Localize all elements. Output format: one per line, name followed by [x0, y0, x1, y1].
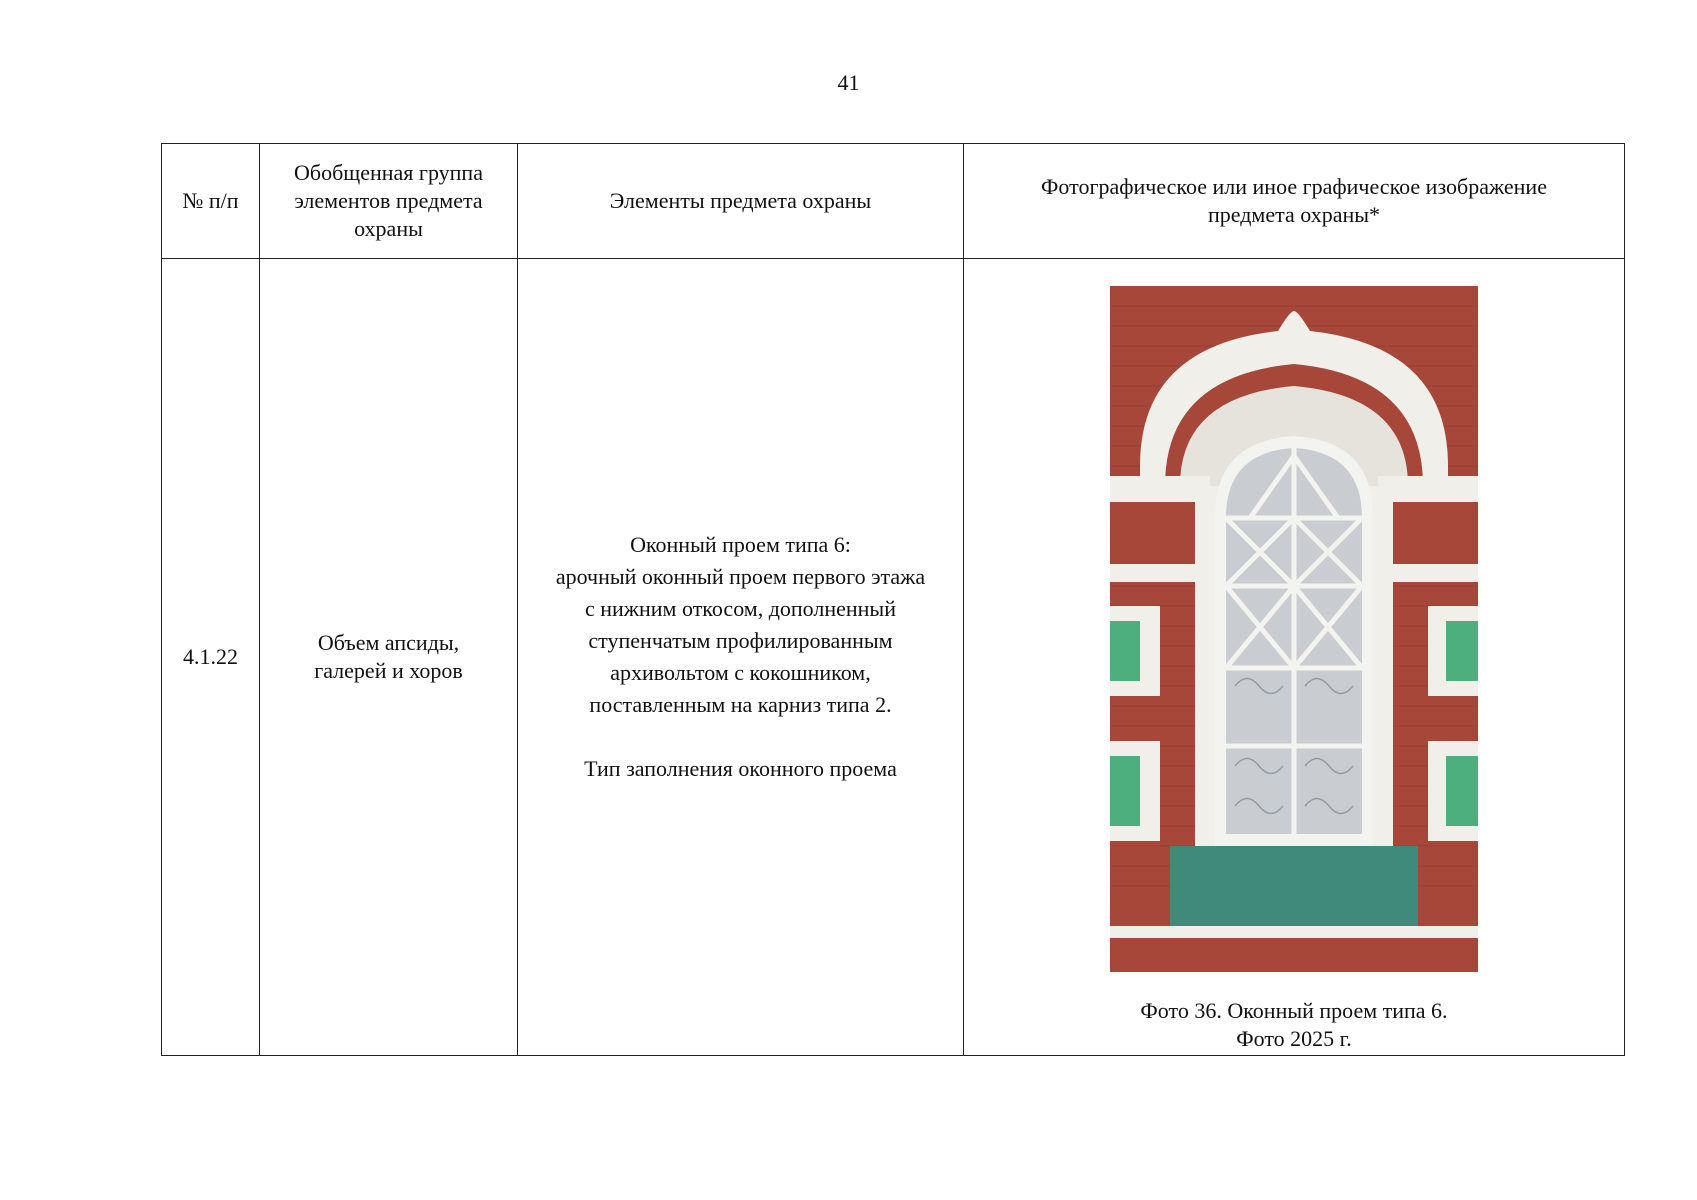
protected-elements-table — [161, 143, 1625, 1056]
elements-description: арочный оконный проем первого этажа с нижним откосом, дополненный ступенчатым профилированным архивольтом с кокошником, поставленным на карниз типа 2. — [555, 564, 926, 717]
photo-caption — [964, 997, 1624, 1053]
table-header-row — [162, 144, 1625, 259]
header-elements: Элементы предмета охраны — [518, 144, 964, 259]
row-number: 4.1.22 — [162, 259, 260, 1056]
elements-fill-type: Тип заполнения оконного проема — [584, 756, 897, 781]
page-number: 41 — [837, 70, 860, 95]
row-group: Объем апсиды, галерей и хоров — [260, 259, 518, 1056]
row-elements — [518, 259, 964, 1056]
table-row — [162, 259, 1625, 1056]
window-photo — [1110, 286, 1478, 972]
header-group: Обобщенная группа элементов предмета охраны — [260, 144, 518, 259]
photo-caption-line1: Фото 36. Оконный проем типа 6. — [1140, 998, 1448, 1023]
photo-caption-line2: Фото 2025 г. — [1236, 1026, 1352, 1051]
elements-title: Оконный проем типа 6: — [630, 532, 851, 557]
header-number: № п/п — [162, 144, 260, 259]
header-image: Фотографическое или иное графическое изображение предмета охраны* — [964, 144, 1625, 259]
row-image-cell — [964, 259, 1625, 1056]
